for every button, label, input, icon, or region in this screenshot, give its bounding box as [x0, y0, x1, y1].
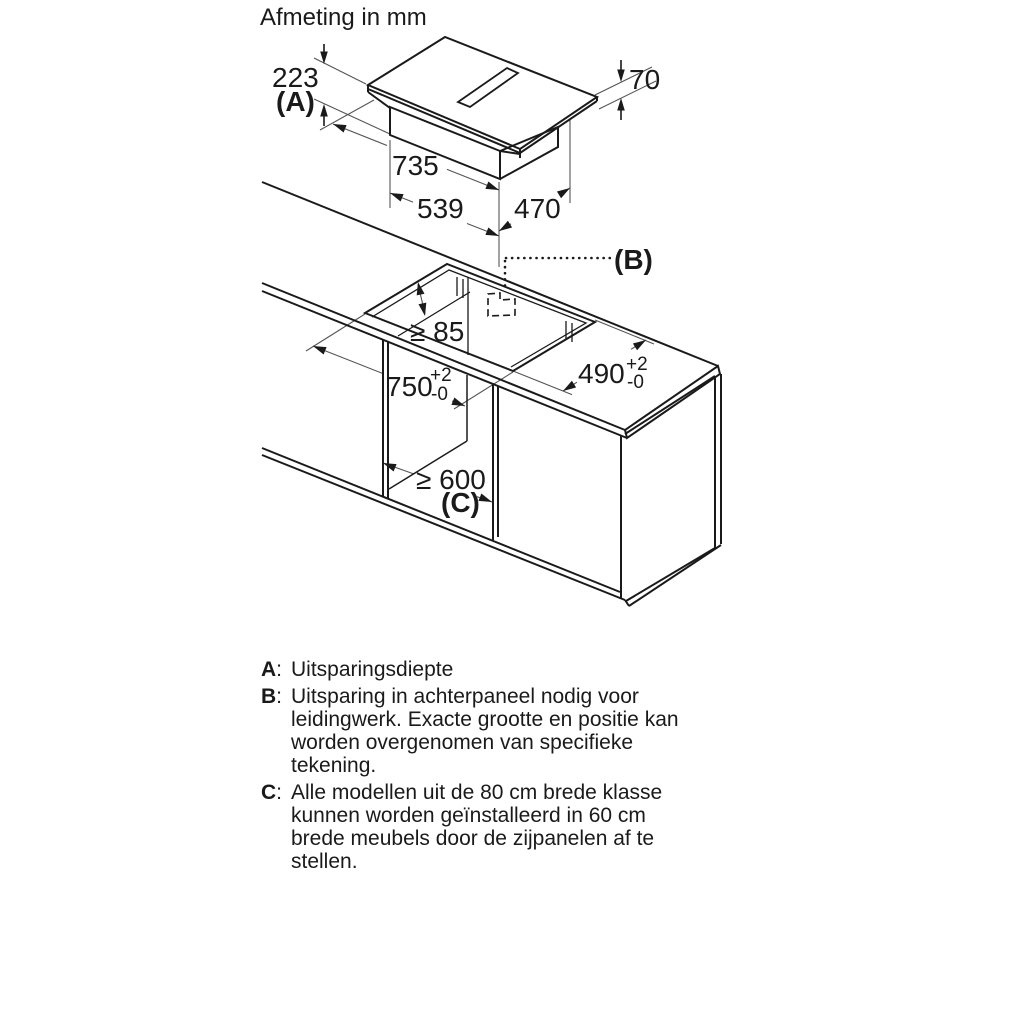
dim-cutout-width-label: 750 [386, 371, 433, 402]
dim-cutout-width-tol-minus: -0 [431, 384, 448, 405]
back-panel-cutout-dashed-rect [488, 293, 515, 316]
legend-text: tekening. [291, 754, 377, 777]
dim-duct-width-label: 735 [392, 150, 439, 181]
dim-width-left-label: 539 [417, 193, 464, 224]
legend-text: kunnen worden geïnstalleerd in 60 cm [291, 804, 646, 827]
page-title: Afmeting in mm [260, 4, 427, 31]
legend [261, 658, 741, 877]
dim-height-label: 70 [629, 64, 661, 95]
legend-line: A: Uitsparingsdiepte [261, 658, 454, 681]
legend-item-a [261, 658, 741, 681]
legend-text: Uitsparingsdiepte [291, 658, 454, 681]
worktop-outline [262, 182, 720, 438]
legend-line: C: Alle modellen uit de 80 cm brede klasse [261, 781, 663, 804]
legend-text: Alle modellen uit de 80 cm brede klasse [291, 781, 663, 804]
vent-slot [458, 68, 518, 107]
dim-cutout-depth-tol-minus: -0 [627, 372, 644, 393]
dim-depth-label: 223 [272, 62, 319, 93]
extension-lines [306, 58, 656, 502]
dim-cabinet-width-label: ≥ 600 [416, 464, 486, 495]
dim-cutout-depth-label: 490 [578, 358, 625, 389]
legend-item-b [261, 685, 741, 777]
dim-cabinet-width-ref-label: (C) [441, 487, 480, 518]
cutout-inner-edges [372, 270, 586, 367]
dim-back-panel-ref-label: (B) [614, 244, 653, 275]
cabinet-outline [262, 340, 721, 606]
dim-depth-ref-label: (A) [276, 86, 315, 117]
legend-item-c [261, 781, 741, 873]
legend-text: stellen. [291, 850, 358, 873]
legend-text: Uitsparing in achterpaneel nodig voor [291, 685, 639, 708]
legend-line: B: Uitsparing in achterpaneel nodig voor [261, 685, 639, 708]
legend-text: worden overgenomen van specifieke [291, 731, 634, 754]
dim-side-clearance-label: ≥ 85 [410, 316, 465, 347]
dim-cutout-depth-tol-plus: +2 [626, 354, 648, 375]
legend-text: brede meubels door de zijpanelen af te [291, 827, 655, 850]
dim-cutout-width-tol-plus: +2 [430, 365, 452, 386]
legend-key-b: B [261, 685, 277, 708]
legend-text: leidingwerk. Exacte grootte en positie kan [291, 708, 679, 731]
legend-key-c: C [261, 781, 277, 804]
dim-width-right-label: 470 [514, 193, 561, 224]
legend-key-a: A [261, 658, 277, 681]
dimension-arrows [313, 44, 646, 502]
